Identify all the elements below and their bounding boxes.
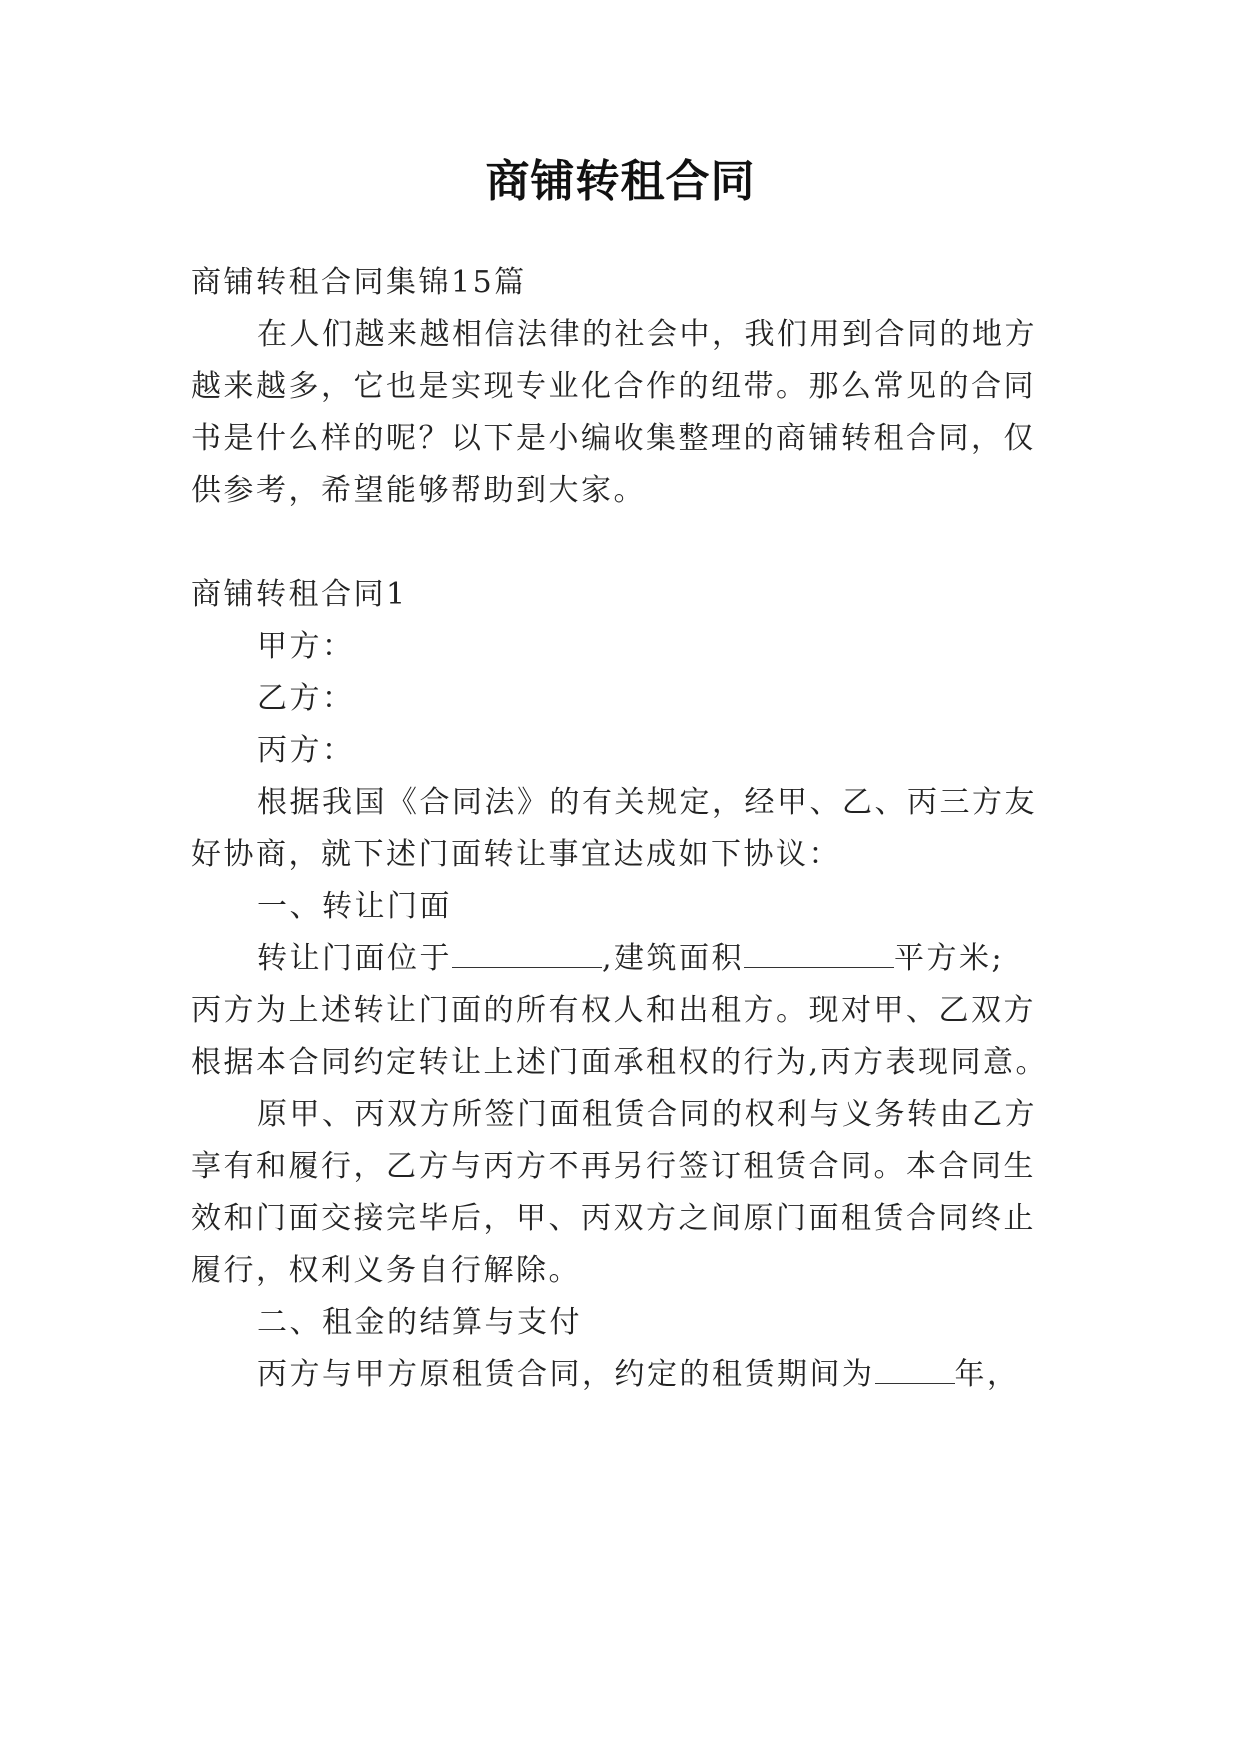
area-blank: [744, 931, 894, 968]
clause-2-heading: 二、租金的结算与支付: [257, 1305, 582, 1340]
intro-line-2: 越来越多，它也是实现专业化合作的纽带。那么常见的合同: [191, 369, 1036, 404]
clause-1-para2-line-1: 原甲、丙双方所签门面租赁合同的权利与义务转由乙方: [257, 1097, 1037, 1132]
basis-line-1: 根据我国《合同法》的有关规定，经甲、乙、丙三方友: [257, 785, 1037, 820]
intro-line-1: 在人们越来越相信法律的社会中，我们用到合同的地方: [257, 317, 1037, 352]
intro-line-3: 书是什么样的呢？以下是小编收集整理的商铺转租合同，仅: [191, 421, 1036, 456]
location-blank: [452, 931, 602, 968]
clause-1-para2-line-3: 效和门面交接完毕后，甲、丙双方之间原门面租赁合同终止: [191, 1201, 1036, 1236]
clause-1-line-2: 丙方为上述转让门面的所有权人和出租方。现对甲、乙双方: [191, 993, 1036, 1028]
basis-line-2: 好协商，就下述门面转让事宜达成如下协议：: [191, 837, 841, 872]
clause-1-para2-line-2: 享有和履行，乙方与丙方不再另行签订租赁合同。本合同生: [191, 1149, 1036, 1184]
document-title: 商铺转租合同: [485, 156, 756, 207]
clause-1-line-3: 根据本合同约定转让上述门面承租权的行为,丙方表现同意。: [191, 1045, 1049, 1080]
term-years-blank: [875, 1347, 955, 1384]
clause-2-line-1: [257, 1346, 1020, 1404]
clause-1-line-1: [257, 930, 1004, 988]
clause-2-term-label: 丙方与甲方原租赁合同，约定的租赁期间为: [257, 1357, 875, 1392]
clause-1-unit-label: 平方米;: [894, 941, 1005, 976]
party-a-label: 甲方：: [257, 629, 355, 664]
party-b-label: 乙方：: [257, 681, 355, 716]
clause-2-year-label: 年，: [954, 1357, 1020, 1392]
section-heading: 商铺转租合同1: [191, 577, 408, 612]
document-subtitle: 商铺转租合同集锦15篇: [191, 265, 527, 300]
clause-1-heading: 一、转让门面: [257, 889, 452, 924]
clause-1-para2-line-4: 履行，权利义务自行解除。: [191, 1253, 581, 1288]
intro-line-4: 供参考，希望能够帮助到大家。: [191, 473, 646, 508]
clause-1-location-label: 转让门面位于: [257, 941, 452, 976]
clause-1-area-label: ,建筑面积: [602, 941, 745, 976]
party-c-label: 丙方：: [257, 733, 355, 768]
